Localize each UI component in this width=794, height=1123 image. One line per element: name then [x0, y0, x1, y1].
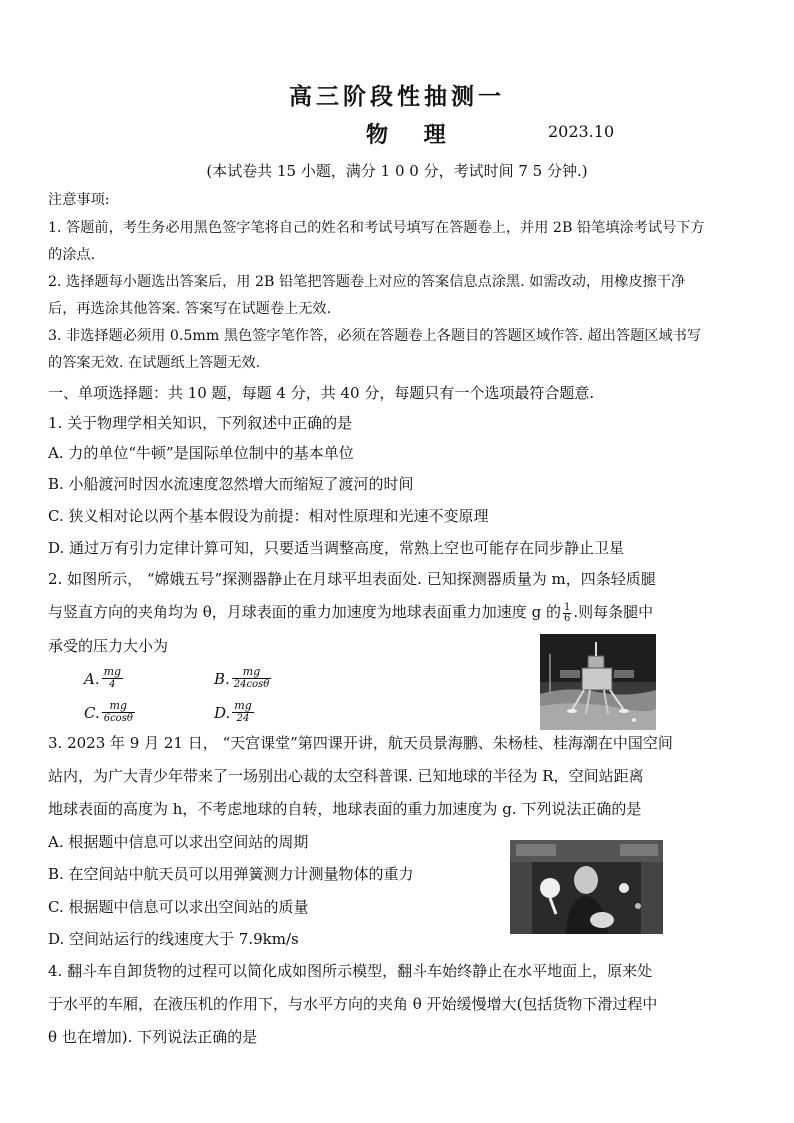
subject-label: 物 理	[366, 122, 460, 148]
q3-line2: 站内，为广大青少年带来了一场别出心裁的太空科普课. 已知地球的半径为 R，空间站距离	[48, 767, 644, 785]
astronaut-photo	[510, 840, 663, 934]
q3-option-a: A. 根据题中信息可以求出空间站的周期	[48, 833, 309, 851]
notice-line: 的答案无效. 在试题纸上答题无效.	[48, 355, 261, 371]
fraction: $\frac{mg}{24\cos\theta}$	[233, 665, 270, 690]
q1-stem: 1. 关于物理学相关知识，下列叙述中正确的是	[48, 414, 353, 432]
q1-option-c: C. 狭义相对论以两个基本假设为前提：相对性原理和光速不变原理	[48, 507, 489, 525]
q1-option-d: D. 通过万有引力定律计算可知，只要适当调整高度，常熟上空也可能存在同步静止卫星	[48, 539, 625, 557]
q3-option-c: C. 根据题中信息可以求出空间站的质量	[48, 898, 309, 916]
notice-line: 3. 非选择题必须用 0.5mm 黑色签字笔作答，必须在答题卷上各题目的答题区域作答. 超出答题区域书写	[48, 328, 702, 344]
q2-line2	[48, 602, 754, 624]
lunar-lander-photo	[540, 634, 656, 730]
astronaut-image-icon	[510, 840, 663, 934]
notice-line: 2. 选择题每小题选出答案后，用 2B 铅笔把答题卷上对应的答案信息点涂黑. 如需改动，用橡皮擦干净	[48, 274, 686, 290]
section-heading: 一、单项选择题：共 10 题，每题 4 分，共 40 分，每题只有一个选项最符合题意.	[48, 384, 595, 402]
lander-image-icon	[540, 634, 656, 730]
q3-line1: 3. 2023 年 9 月 21 日， “天宫课堂”第四课开讲，航天员景海鹏、朱杨桂、桂海潮在中国空间	[48, 734, 673, 752]
q2-line2-tail: .则每条腿中	[573, 603, 654, 621]
q1-option-a: A. 力的单位“牛顿”是国际单位制中的基本单位	[48, 444, 354, 462]
fraction: $\frac{mg}{6\cos\theta}$	[103, 699, 133, 724]
notice-line: 后，再选涂其他答案. 答案写在试题卷上无效.	[48, 301, 332, 317]
q2-option-b: B. $\frac{mg}{24\cos\theta}$	[214, 665, 270, 690]
notice-line: 的涂点.	[48, 247, 96, 263]
fraction: $\frac{mg}{4}$	[103, 665, 122, 690]
q4-line3: θ 也在增加). 下列说法正确的是	[48, 1028, 258, 1046]
q2-line3: 承受的压力大小为	[48, 637, 169, 655]
q4-line1: 4. 翻斗车自卸货物的过程可以简化成如图所示模型，翻斗车始终静止在水平地面上，原来处	[48, 962, 653, 980]
q3-option-d: D. 空间站运行的线速度大于 7.9km/s	[48, 930, 299, 948]
exam-info: (本试卷共 15 小题，满分 1 0 0 分，考试时间 7 5 分钟.)	[206, 162, 588, 180]
exam-title: 高三阶段性抽测一	[289, 83, 505, 110]
q2-option-d: D. $\frac{mg}{24}$	[214, 699, 252, 724]
q1-option-b: B. 小船渡河时因水流速度忽然增大而缩短了渡河的时间	[48, 475, 414, 493]
q2-option-a: A. $\frac{mg}{4}$	[84, 665, 122, 690]
fraction: $\frac{mg}{24}$	[234, 699, 252, 724]
one-sixth-fraction: $\frac{1}{6}$	[563, 601, 571, 624]
q2-option-c: C. $\frac{mg}{6\cos\theta}$	[84, 699, 133, 724]
exam-date: 2023.10	[548, 122, 615, 141]
q3-line3: 地球表面的高度为 h，不考虑地球的自转，地球表面的重力加速度为 g. 下列说法正确的是	[48, 800, 642, 818]
q4-line2: 于水平的车厢，在液压机的作用下，与水平方向的夹角 θ 开始缓慢增大(包括货物下滑过程中	[48, 995, 658, 1013]
notice-line: 1. 答题前，考生务必用黑色签字笔将自己的姓名和考试号填写在答题卷上，并用 2B 铅笔填涂考试号下方	[48, 220, 705, 236]
q2-line1: 2. 如图所示， “嫦娥五号”探测器静止在月球平坦表面处. 已知探测器质量为 m，四条轻质腿	[48, 570, 656, 588]
q3-option-b: B. 在空间站中航天员可以用弹簧测力计测量物体的重力	[48, 865, 414, 883]
q2-line2-text: 与竖直方向的夹角均为 θ，月球表面的重力加速度为地球表面重力加速度 g 的	[48, 603, 561, 621]
notice-heading: 注意事项:	[48, 192, 110, 208]
